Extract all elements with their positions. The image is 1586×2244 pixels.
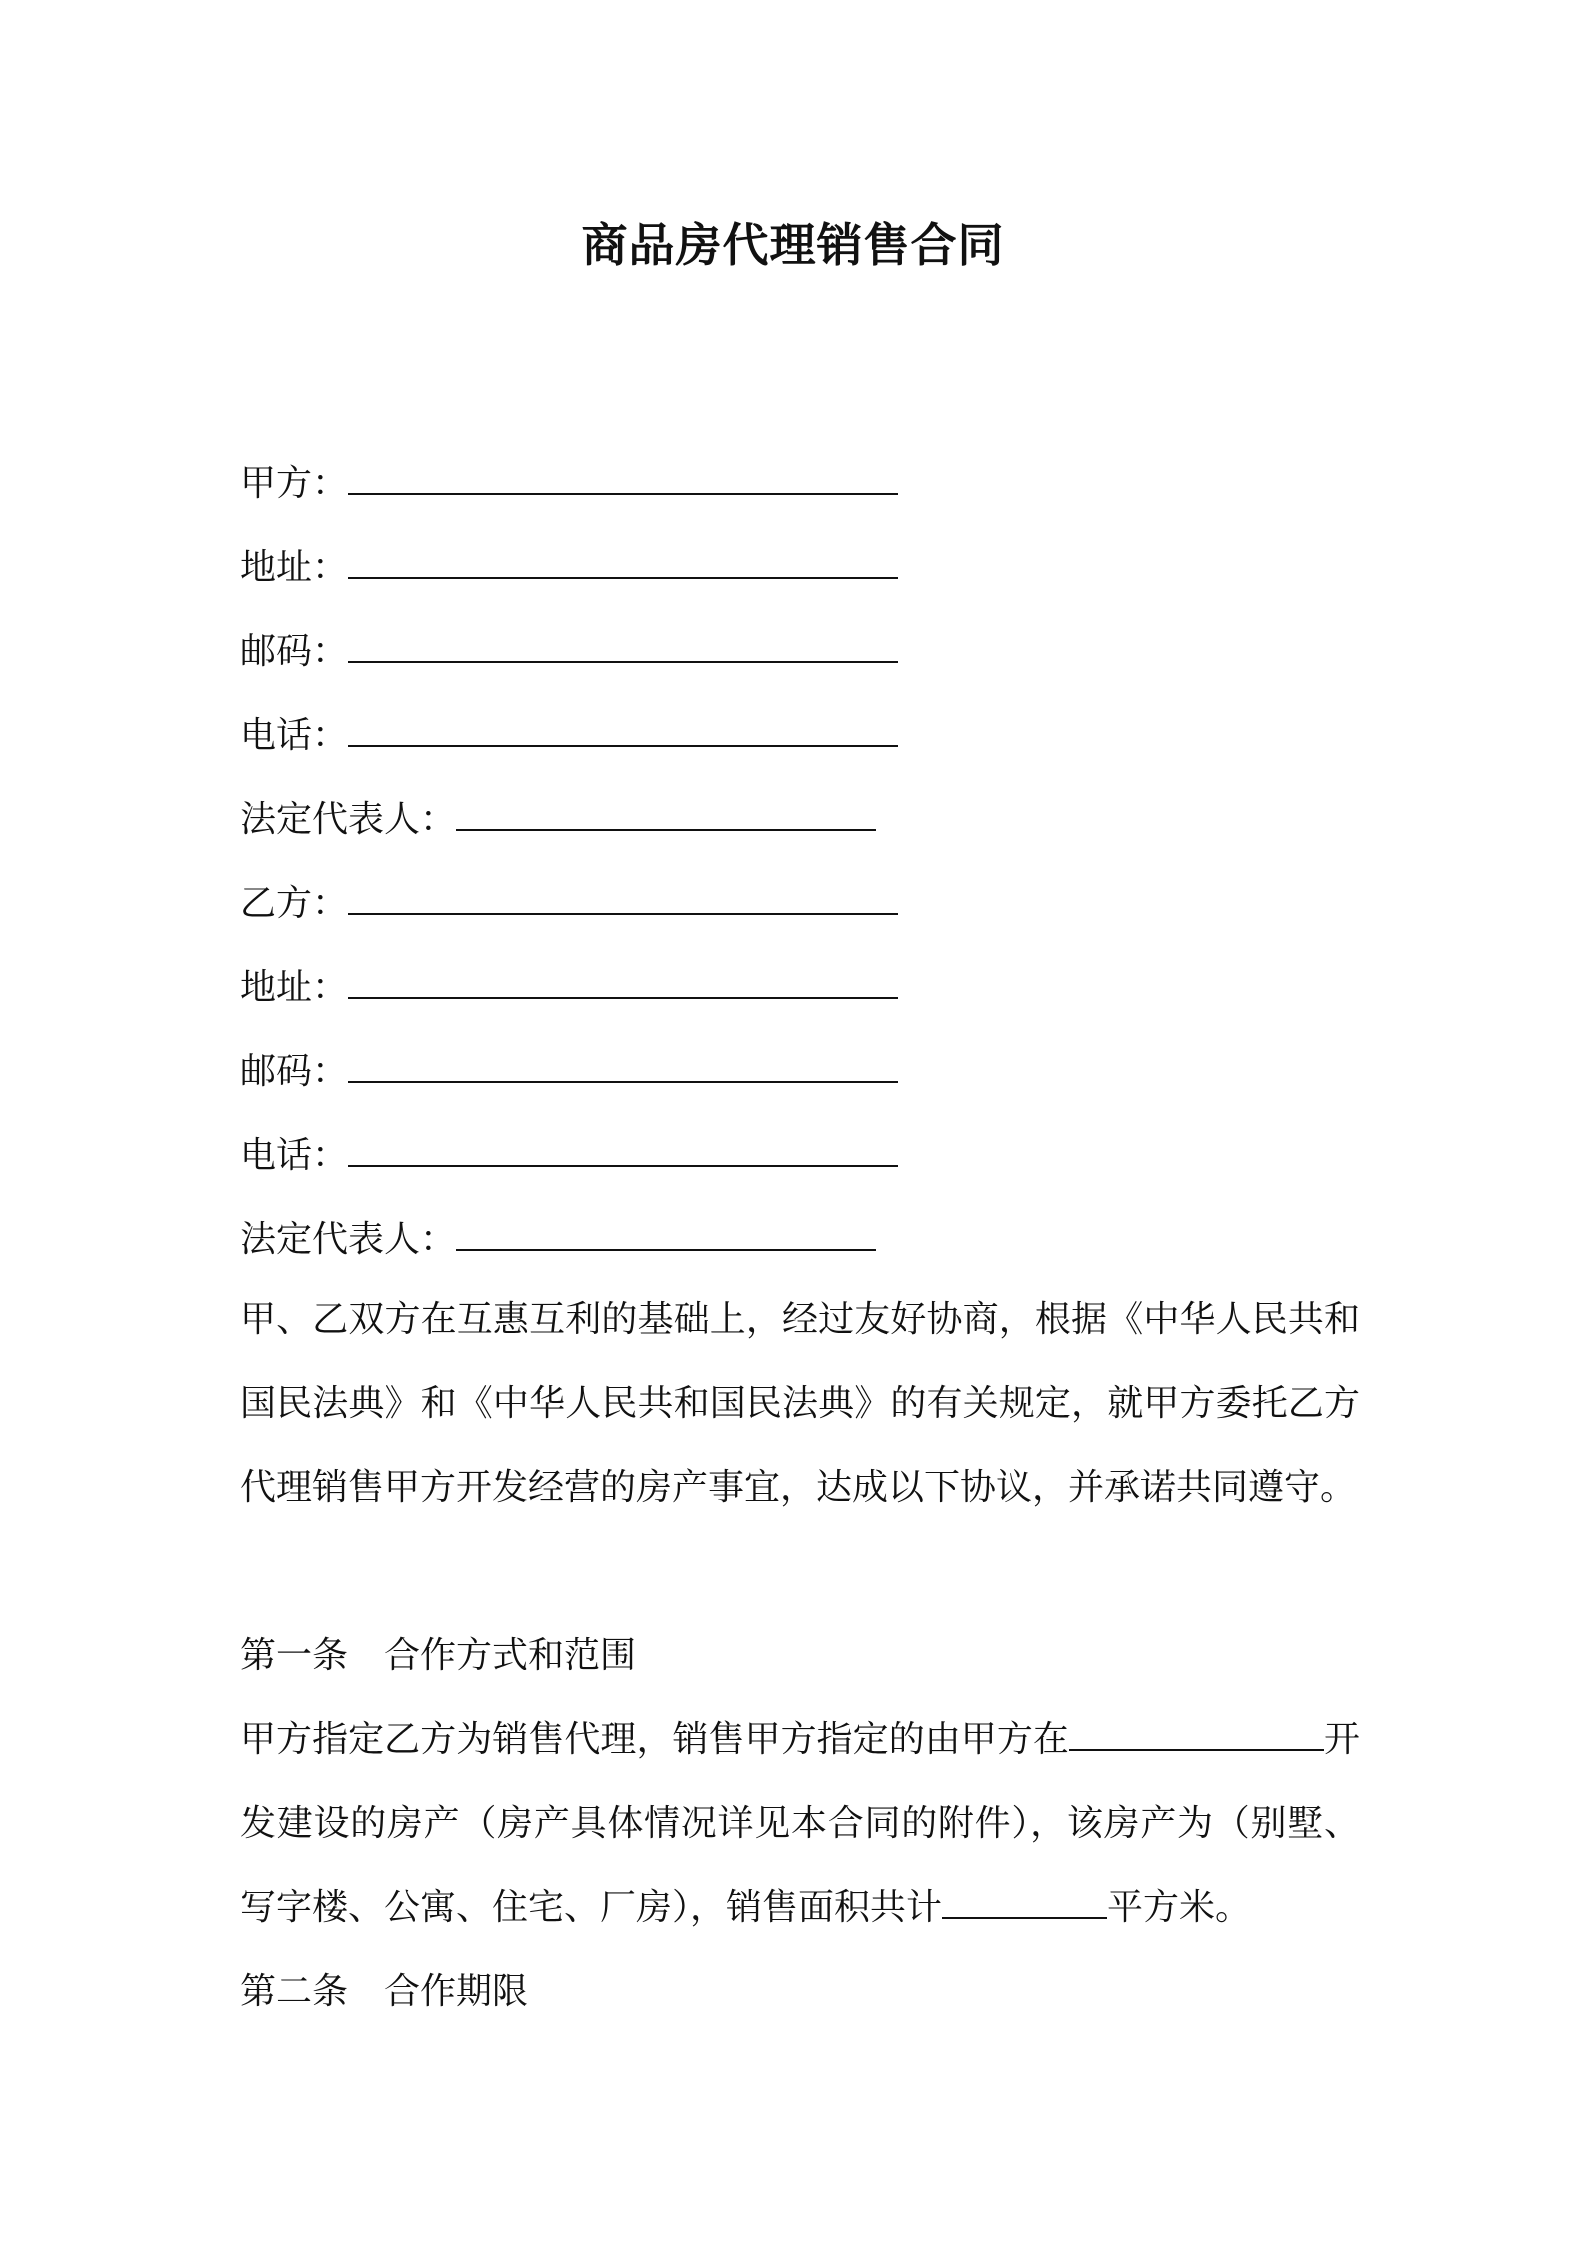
- party-b-postcode-label: 邮码：: [240, 1051, 349, 1092]
- party-b-address-field: [240, 959, 898, 1013]
- party-a-legal-rep-field: [240, 791, 876, 845]
- party-a-address-blank: [348, 539, 898, 579]
- party-b-address-label: 地址：: [240, 967, 349, 1008]
- party-b-legal-rep-label: 法定代表人：: [240, 1219, 457, 1260]
- party-b-name-blank: [348, 875, 898, 915]
- party-b-phone-field: [240, 1127, 898, 1181]
- party-b-name-field: [240, 875, 898, 929]
- party-a-legal-rep-label: 法定代表人：: [240, 799, 457, 840]
- preamble-paragraph: 甲、乙双方在互惠互利的基础上，经过友好协商，根据《中华人民共和国民法典》和《中华人民共和国民法典》的有关规定，就甲方委托乙方代理销售甲方开发经营的房产事宜，达成以下协议，并承诺共同遵守。: [240, 1299, 1360, 1508]
- party-a-address-field: [240, 539, 898, 593]
- party-b-legal-rep-field: [240, 1211, 876, 1265]
- party-a-phone-blank: [348, 707, 898, 747]
- article-1-heading: 第一条 合作方式和范围: [240, 1635, 637, 1676]
- party-a-legal-rep-blank: [456, 791, 876, 831]
- article-1-area-blank: [942, 1879, 1107, 1919]
- article-1-text-part1: 甲方指定乙方为销售代理，销售甲方指定的由甲方在: [240, 1719, 1069, 1760]
- party-b-address-blank: [348, 959, 898, 999]
- party-b-name-label: 乙方：: [240, 883, 349, 924]
- party-a-postcode-field: [240, 623, 898, 677]
- party-a-phone-label: 电话：: [240, 715, 349, 756]
- article-1-location-blank: [1069, 1711, 1324, 1751]
- article-1-text-part3: 平方米。: [1107, 1887, 1252, 1928]
- document-title: 商品房代理销售合同: [581, 218, 1005, 272]
- article-1-text-part2: 开发建设的房产（房产具体情况详见本合同的附件），该房产为（别墅、写字楼、公寓、住宅、厂房），销售面积共计: [240, 1719, 1360, 1928]
- party-b-postcode-field: [240, 1043, 898, 1097]
- party-a-phone-field: [240, 707, 898, 761]
- party-a-name-blank: [348, 455, 898, 495]
- party-a-postcode-label: 邮码：: [240, 631, 349, 672]
- party-a-name-field: [240, 455, 898, 509]
- party-b-postcode-blank: [348, 1043, 898, 1083]
- article-2-heading: 第二条 合作期限: [240, 1971, 529, 2012]
- article-1-paragraph: [240, 1698, 1360, 1950]
- party-b-phone-blank: [348, 1127, 898, 1167]
- party-a-address-label: 地址：: [240, 547, 349, 588]
- party-a-postcode-blank: [348, 623, 898, 663]
- party-a-name-label: 甲方：: [240, 463, 349, 504]
- party-b-phone-label: 电话：: [240, 1135, 349, 1176]
- party-b-legal-rep-blank: [456, 1211, 876, 1251]
